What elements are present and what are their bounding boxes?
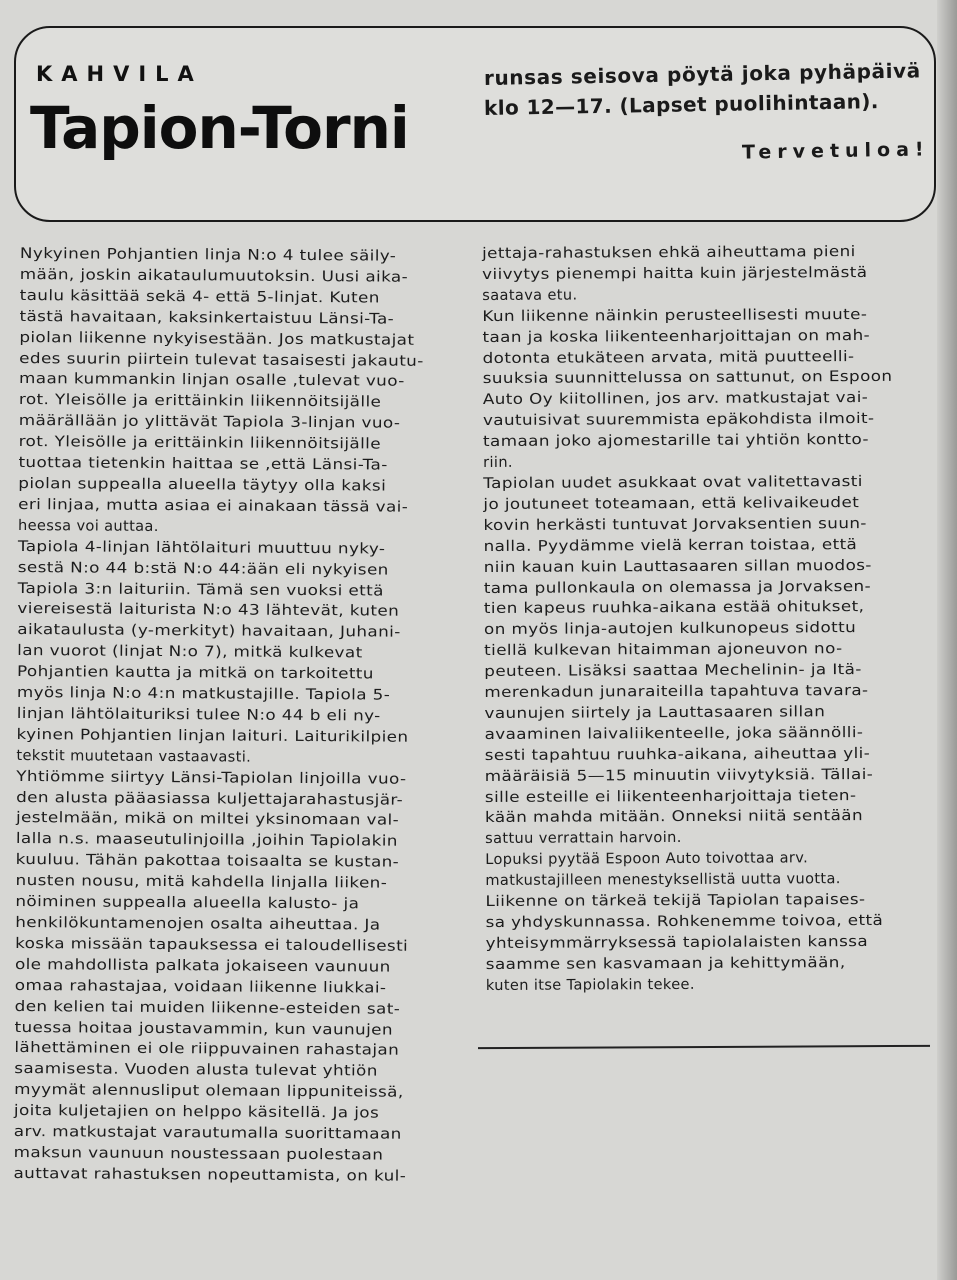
text-line: tiellä kulkevan hitaimman ajoneuvon no- — [484, 640, 843, 660]
text-line: Yhtiömme siirtyy Länsi-Tapiolan linjoilla vuo- — [16, 767, 407, 788]
text-line: Tapiola 4-linjan lähtölaituri muuttuu nyky- — [17, 537, 386, 558]
ad-kahvila-label: KAHVILA — [36, 62, 203, 86]
text-line: Tapiolan uudet asukkaat ovat valitettavasti — [483, 472, 863, 492]
ad-greeting: Tervetuloa! — [741, 138, 930, 164]
text-line: myymät alennusliput olemaan lippuniteissä, — [14, 1081, 404, 1101]
text-line: peuteen. Lisäksi saattaa Mechelinin- ja Itä- — [484, 661, 862, 681]
text-line: sattuu verrattain harvoin. — [485, 829, 682, 848]
text-line: merenkadun junaraiteilla tapahtuva tavara- — [484, 682, 869, 702]
text-line: dotonta etukäteen arvata, mitä puutteelli- — [482, 347, 855, 367]
text-line: joita kuljetajien on helppo käsitellä. Ja jos — [13, 1102, 380, 1122]
text-line: piolan suppealla alueella täytyy olla kaksi — [18, 474, 387, 495]
text-line: kyinen Pohjantien linjan laituri. Laiturikilpien — [16, 725, 409, 746]
text-line: sesti tapahtuu ruuhka-aikana, aiheuttaa yli- — [484, 744, 871, 764]
ad-text-line-2: klo 12—17. (Lapset puolihintaan). — [483, 89, 879, 120]
text-line: nusten nousu, mitä kahdella linjalla liiken- — [15, 872, 388, 892]
text-line: määräisiä 5—15 minuutin viivytyksiä. Tällai- — [484, 765, 874, 785]
ad-text-line-1: runsas seisova pöytä joka pyhäpäivä — [483, 58, 921, 90]
text-line: niin kauan kuin Lauttasaaren sillan muodos- — [483, 556, 872, 576]
text-line: yhteisymmärryksessä tapiolalaisten kanssa — [485, 932, 869, 952]
text-line: Auto Oy kiitollinen, jos arv. matkustajat vai- — [482, 389, 869, 409]
text-line: tuessa hoitaa joustavammin, kun vaunujen — [14, 1018, 394, 1039]
text-line: den kelien tai muiden liikenne-esteiden sat- — [14, 997, 401, 1018]
text-line: viereisestä laiturista N:o 43 lähtevät, kuten — [17, 600, 400, 621]
text-line: kään mahda mitään. Onneksi niitä sentään — [484, 807, 864, 827]
text-line: tama pullonkaula on olemassa ja Jorvaksen- — [483, 577, 872, 597]
article-left-column — [13, 244, 450, 1188]
text-line: nöiminen suppealla alueella kalusto- ja — [15, 893, 360, 913]
text-line: Kun liikenne näinkin perusteellisesti muute- — [482, 305, 868, 325]
text-line: vaunujen siirtely ja Lauttasaaren sillan — [484, 703, 826, 722]
ad-cafe-name: Tapion-Torni — [30, 94, 409, 162]
text-line: heessa voi auttaa. — [17, 516, 159, 535]
text-line: avaaminen laivaliikenteelle, joka säännölli- — [484, 723, 864, 743]
text-line: saamme sen kasvamaan ja kehittymään, — [485, 953, 846, 973]
text-line: tamaan joko ajomestarille tai yhtiön kontto- — [482, 431, 869, 451]
text-line: vautuisivat suuremmista epäkohdista ilmoit- — [482, 410, 875, 430]
text-line: myös linja N:o 4:n matkustajille. Tapiola 5- — [16, 684, 391, 704]
text-line: kovin herkästi tuntuvat Jorvaksentien suun- — [483, 514, 867, 534]
text-line: matkustajilleen menestyksellistä uutta vuotta. — [485, 870, 841, 890]
text-line: koska missään tapauksessa ei taloudellisesti — [15, 934, 409, 955]
text-line: kuuluu. Tähän pakottaa toisaalta se kustan- — [15, 851, 400, 871]
text-line: Nykyinen Pohjantien linja N:o 4 tulee säily- — [19, 244, 397, 265]
text-line: taan ja koska liikenteenharjoittajan on mah- — [482, 326, 871, 346]
text-line: Tapiola 3:n laituriin. Tämä sen vuoksi että — [17, 579, 384, 600]
text-line: auttavat rahastuksen nopeuttamista, on kul- — [13, 1164, 407, 1185]
text-line: tästä havaitaan, kaksinkertaistuu Länsi-Ta- — [19, 307, 395, 328]
text-line: rot. Yleisölle ja erittäinkin liikennöitsijälle — [18, 391, 382, 411]
text-line: jettaja-rahastuksen ehkä aiheuttama pieni — [482, 243, 856, 262]
text-line: lalla n.s. maaseutulinjoilla ,joihin Tapiolakin — [15, 830, 398, 851]
text-line: edes suurin piirtein tulevat tasaisesti jakautu- — [19, 349, 424, 370]
text-line: maksun vaunuun noustessaan puolestaan — [13, 1143, 384, 1164]
text-line: tien kapeus ruuhka-aikana estää ohitukset, — [483, 598, 865, 618]
text-line: mään, joskin aikataulumuutoksin. Uusi aika- — [19, 265, 409, 286]
text-line: henkilökuntamenojen osalta aiheuttaa. Ja — [15, 913, 381, 934]
text-line: lähettäminen ei ole riippuvainen rahastajan — [14, 1039, 400, 1060]
text-line: saamisesta. Vuoden alusta tulevat yhtiön — [14, 1060, 378, 1080]
text-line: riin. — [483, 453, 513, 472]
article-right-column — [482, 242, 936, 997]
text-line: omaa rahastajaa, voidaan liikenne liukkai- — [14, 976, 387, 997]
text-line: maan kummankin linjan osalle ,tulevat vuo- — [18, 370, 405, 391]
text-line: rot. Yleisölle ja erittäinkin liikennöitsijälle — [18, 433, 382, 453]
text-line: Lopuksi pyytää Espoon Auto toivottaa arv. — [485, 849, 809, 869]
text-line: tekstit muutetaan vastaavasti. — [16, 746, 252, 766]
text-line: sa yhdyskunnassa. Rohkenemme toivoa, että — [485, 911, 884, 931]
text-line: määrällään jo ylittävät Tapiola 3-linjan vuo- — [18, 412, 401, 432]
text-line: ole mahdollista palkata jokaiseen vaunuun — [14, 955, 391, 976]
text-line: linjan lähtölaituriksi tulee N:o 44 b eli ny- — [16, 704, 381, 725]
text-line: nalla. Pyydämme vielä kerran toistaa, että — [483, 535, 858, 555]
text-line: jo joutuneet toteamaan, että kelivaikeudet — [483, 493, 860, 513]
text-line: tuottaa tietenkin haittaa se ,että Länsi-Ta- — [18, 454, 388, 474]
text-line: Liikenne on tärkeä tekijä Tapiolan tapaises- — [485, 891, 866, 911]
text-line: Pohjantien kautta ja mitkä on tarkoitettu — [16, 663, 374, 683]
text-line: eri linjaa, mutta asiaa ei ainakaan tässä vai- — [18, 495, 409, 516]
text-line: piolan liikenne nykyisestään. Jos matkustajat — [19, 328, 415, 349]
text-line: lan vuorot (linjat N:o 7), mitkä kulkevat — [17, 642, 363, 662]
text-line: sille esteille ei liikenteenharjoittaja tieten- — [484, 786, 857, 806]
text-line: den alusta pääasiassa kuljettajarahastusjär- — [16, 788, 404, 809]
text-line: arv. matkustajat varautumalla suorittamaan — [13, 1123, 402, 1143]
text-line: suuksia suunnittelussa on sattunut, on Espoon — [482, 368, 893, 388]
text-line: saatava etu. — [482, 286, 578, 304]
text-line: viivytys pienempi haitta kuin järjestelmästä — [482, 263, 868, 283]
article-end-rule — [478, 1045, 930, 1049]
text-line: aikataulusta (y-merkityt) havaitaan, Juhani- — [17, 621, 401, 641]
text-line: on myös linja-autojen kulkunopeus sidottu — [483, 619, 857, 639]
text-line: kuten itse Tapiolakin tekee. — [485, 975, 695, 994]
text-line: jestelmään, mikä on miltei yksinomaan val- — [15, 809, 400, 830]
text-line: taulu käsittää sekä 4- että 5-linjat. Kuten — [19, 286, 380, 307]
text-line: sestä N:o 44 b:stä N:o 44:ään eli nykyisen — [17, 558, 389, 579]
